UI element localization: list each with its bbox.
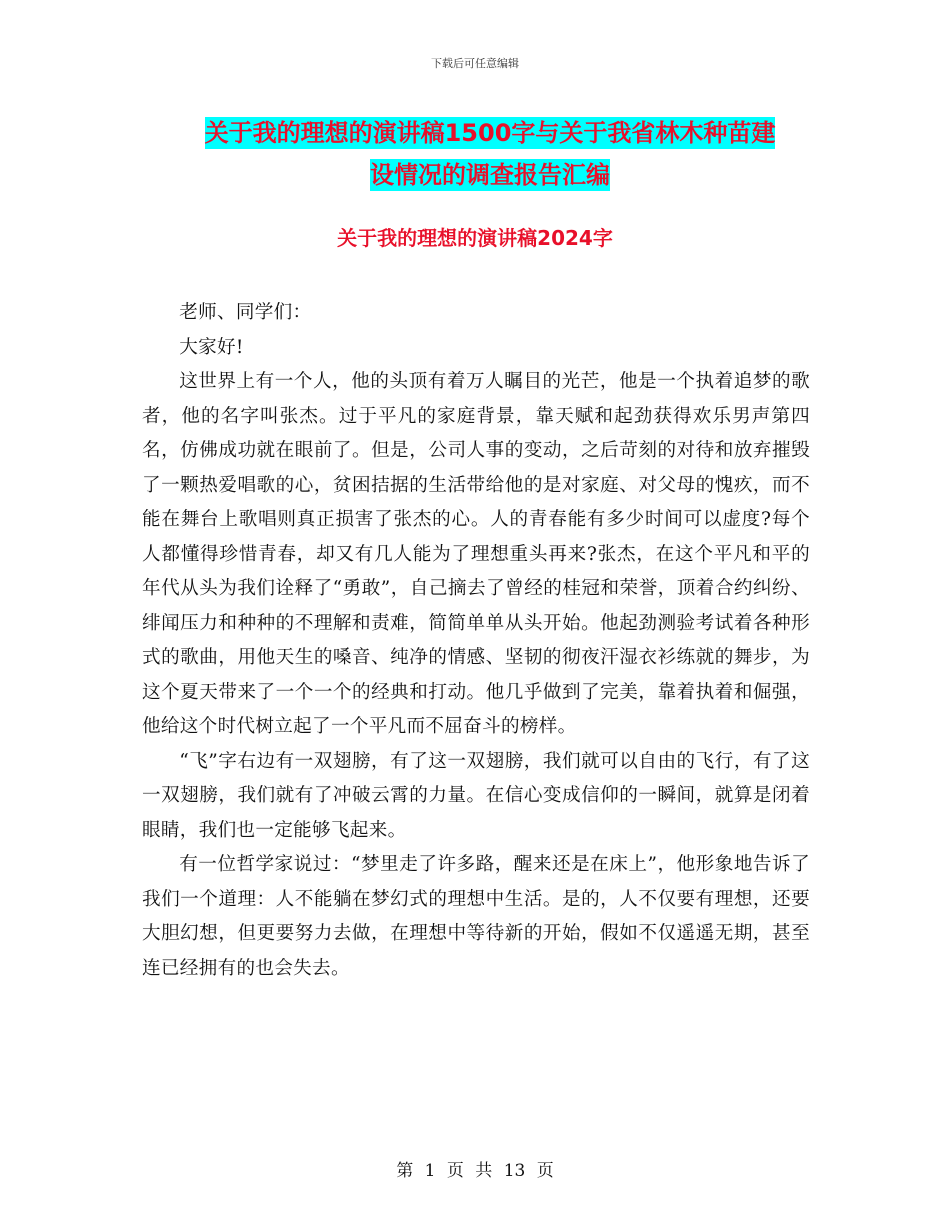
paragraph-hello: 大家好! <box>179 336 244 358</box>
header-note: 下载后可任意编辑 <box>431 57 519 70</box>
document-title-line2: 设情况的调查报告汇编 <box>370 161 610 189</box>
document-title-line1: 关于我的理想的演讲稿1500字与关于我省林木种苗建 <box>204 119 776 147</box>
page-footer: 第 1 页 共 13 页 <box>396 1161 554 1181</box>
document-title <box>140 112 840 196</box>
paragraph-philosopher: 有一位哲学家说过：“梦里走了许多路，醒来还是在床上”，他形象地告诉了我们一个道理：人不能躺在梦幻式的理想中生活。是的，人不仅要有理想，还要大胆幻想，但更要努力去做，在理想中等待新的开始，假如不仅遥遥无期，甚至连已经拥有的也会失去。 <box>142 854 810 979</box>
section-title: 关于我的理想的演讲稿2024字 <box>337 226 613 250</box>
body-text <box>142 296 810 986</box>
paragraph-zhangjie: 这世界上有一个人，他的头顶有着万人瞩目的光芒，他是一个执着追梦的歌者，他的名字叫张杰。过于平凡的家庭背景，靠天赋和起劲获得欢乐男声第四名，仿佛成功就在眼前了。但是，公司人事的变动，之后苛刻的对待和放弃摧毁了一颗热爱唱歌的心，贫困拮据的生活带给他的是对家庭、对父母的愧疚，而不能在舞台上歌唱则真正损害了张杰的心。人的青春能有多少时间可以虚度?每个人都懂得珍惜青春，却又有几人能为了理想重头再来?张杰，在这个平凡和平的年代从头为我们诠释了“勇敢”，自己摘去了曾经的桂冠和荣誉，顶着合约纠纷、绯闻压力和种种的不理解和责难，简简单单从头开始。他起劲测验考试着各种形式的歌曲，用他天生的嗓音、纯净的情感、坚韧的彻夜汗湿衣衫练就的舞步，为这个夏天带来了一个一个的经典和打动。他几乎做到了完美，靠着执着和倔强，他给这个时代树立起了一个平凡而不屈奋斗的榜样。 <box>142 371 810 737</box>
paragraph-greeting: 老师、同学们： <box>179 302 312 323</box>
paragraph-fly: “飞”字右边有一双翅膀，有了这一双翅膀，我们就可以自由的飞行，有了这一双翅膀，我们就有了冲破云霄的力量。在信心变成信仰的一瞬间，就算是闭着眼睛，我们也一定能够飞起来。 <box>142 750 810 841</box>
